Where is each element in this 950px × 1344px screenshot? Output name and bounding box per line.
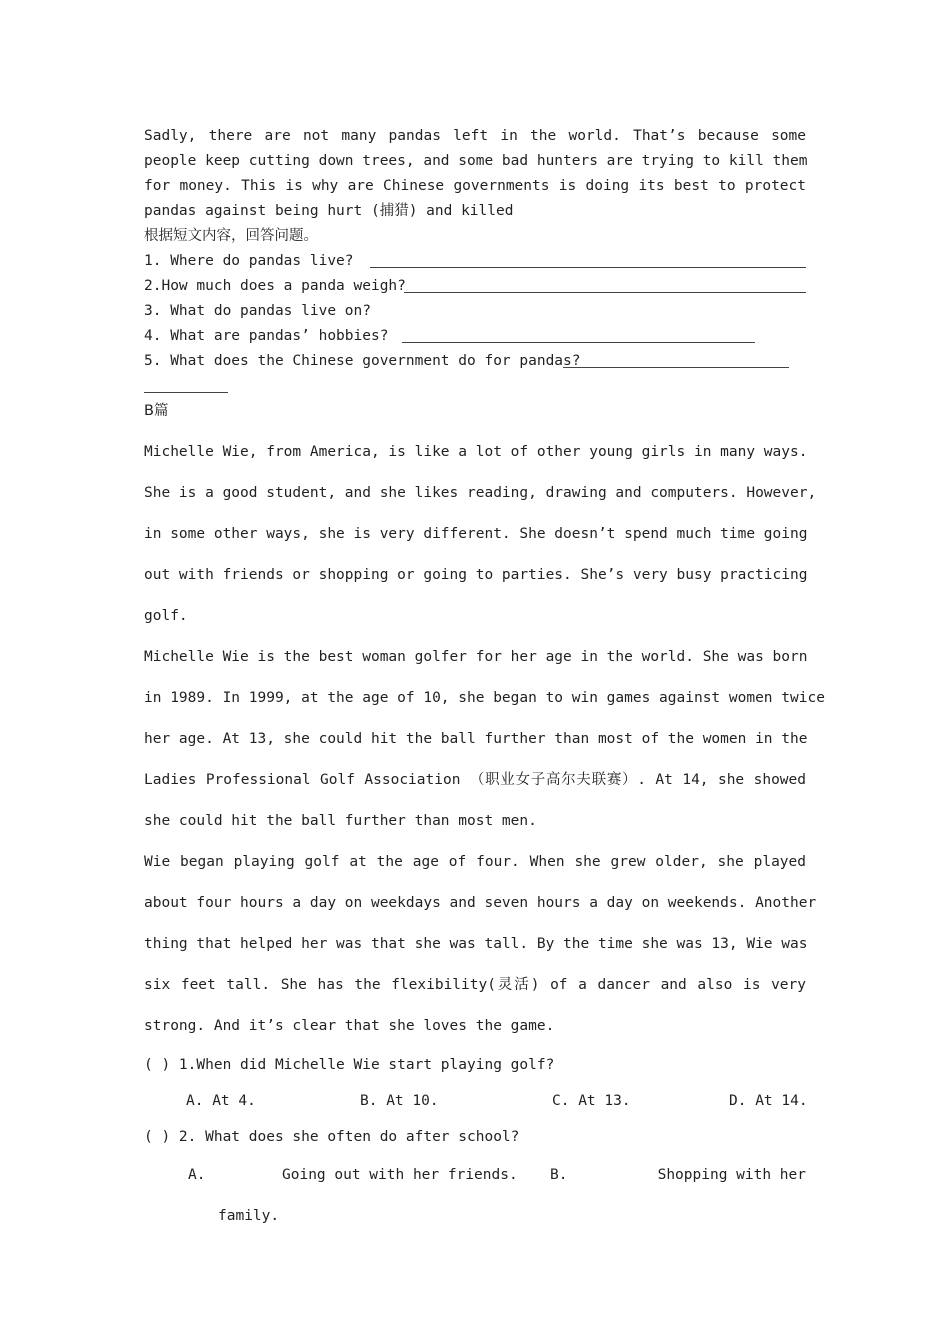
passage-a-line: for money. This is why are Chinese governments is doing its best to protect [144, 178, 806, 194]
question-5-continuation [144, 374, 806, 396]
option-b[interactable]: B. At 10. [360, 1093, 439, 1109]
option-d[interactable]: D. At 14. [729, 1093, 808, 1109]
document-page [144, 124, 825, 1237]
mc-question-1-stem: ( ) 1.When did Michelle Wie start playing golf? [144, 1057, 555, 1073]
option-a-letter[interactable]: A. [188, 1167, 206, 1183]
passage-b-line: thing that helped her was that she was tall. By the time she was 13, Wie was [144, 936, 808, 952]
passage-b-line: six feet tall. She has the flexibility(灵活) of a dancer and also is very [144, 977, 806, 993]
passage-b-line: golf. [144, 608, 188, 624]
question-text: 2.How much does a panda weigh? [144, 278, 406, 294]
passage-b-line: out with friends or shopping or going to parties. She’s very busy practicing [144, 567, 808, 583]
question-text: 4. What are pandas’ hobbies? [144, 328, 389, 344]
passage-b-line: She is a good student, and she likes reading, drawing and computers. However, [144, 485, 817, 501]
passage-b-line: Michelle Wie is the best woman golfer for her age in the world. She was born [144, 649, 808, 665]
option-a-text[interactable]: Going out with her friends. [282, 1167, 518, 1183]
mc-question-2-stem: ( ) 2. What does she often do after school? [144, 1129, 520, 1145]
option-a[interactable]: A. At 4. [186, 1093, 256, 1109]
passage-a [144, 124, 806, 224]
question-2 [144, 274, 806, 299]
option-b-text[interactable]: Shopping with her [657, 1167, 806, 1183]
question-5 [144, 349, 806, 374]
answer-blank[interactable] [144, 374, 228, 393]
passage-b-paragraph-3 [144, 842, 817, 1047]
question-text: 3. What do pandas live on? [144, 303, 371, 319]
passage-a-line: people keep cutting down trees, and some bad hunters are trying to kill them [144, 153, 808, 169]
option-c[interactable]: C. At 13. [552, 1093, 631, 1109]
passage-b-line: in some other ways, she is very different. She doesn’t spend much time going [144, 526, 808, 542]
passage-b-line: she could hit the ball further than most men. [144, 813, 537, 829]
passage-b-line: her age. At 13, she could hit the ball further than most of the women in the [144, 731, 808, 747]
mc-question-2-options [144, 1155, 806, 1196]
passage-b-line: in 1989. In 1999, at the age of 10, she began to win games against women twice [144, 690, 825, 706]
mc-question-2-continuation [144, 1196, 806, 1237]
question-text: 1. Where do pandas live? [144, 253, 354, 269]
answer-blank[interactable] [563, 349, 789, 368]
passage-b-paragraph-1 [144, 432, 817, 637]
passage-b-paragraph-2 [144, 637, 825, 842]
section-b-title: B篇 [144, 403, 169, 419]
answer-blank[interactable] [402, 324, 755, 343]
instruction: 根据短文内容，回答问题。 [144, 228, 318, 244]
passage-b-line: Ladies Professional Golf Association （职业女子高尔夫联赛）. At 14, she showed [144, 772, 806, 788]
option-b-text-cont: family. [218, 1208, 280, 1224]
passage-b-line: Wie began playing golf at the age of four. When she grew older, she played [144, 854, 806, 870]
question-text: 5. What does the Chinese government do for pandas? [144, 353, 581, 369]
passage-b-line: strong. And it’s clear that she loves the game. [144, 1018, 555, 1034]
question-4 [144, 324, 806, 349]
question-1 [144, 249, 806, 274]
answer-blank[interactable] [370, 249, 806, 268]
passage-b-line: Michelle Wie, from America, is like a lot of other young girls in many ways. [144, 444, 808, 460]
answer-blank[interactable] [404, 274, 806, 293]
mc-question-1-options [144, 1083, 806, 1119]
question-3 [144, 299, 806, 324]
questions-a [144, 249, 806, 396]
passage-b-line: about four hours a day on weekdays and seven hours a day on weekends. Another [144, 895, 817, 911]
passage-a-line: pandas against being hurt (捕猎) and killed [144, 203, 514, 219]
passage-a-line: Sadly, there are not many pandas left in the world. That’s because some [144, 128, 806, 144]
option-b-letter[interactable]: B. [550, 1167, 568, 1183]
